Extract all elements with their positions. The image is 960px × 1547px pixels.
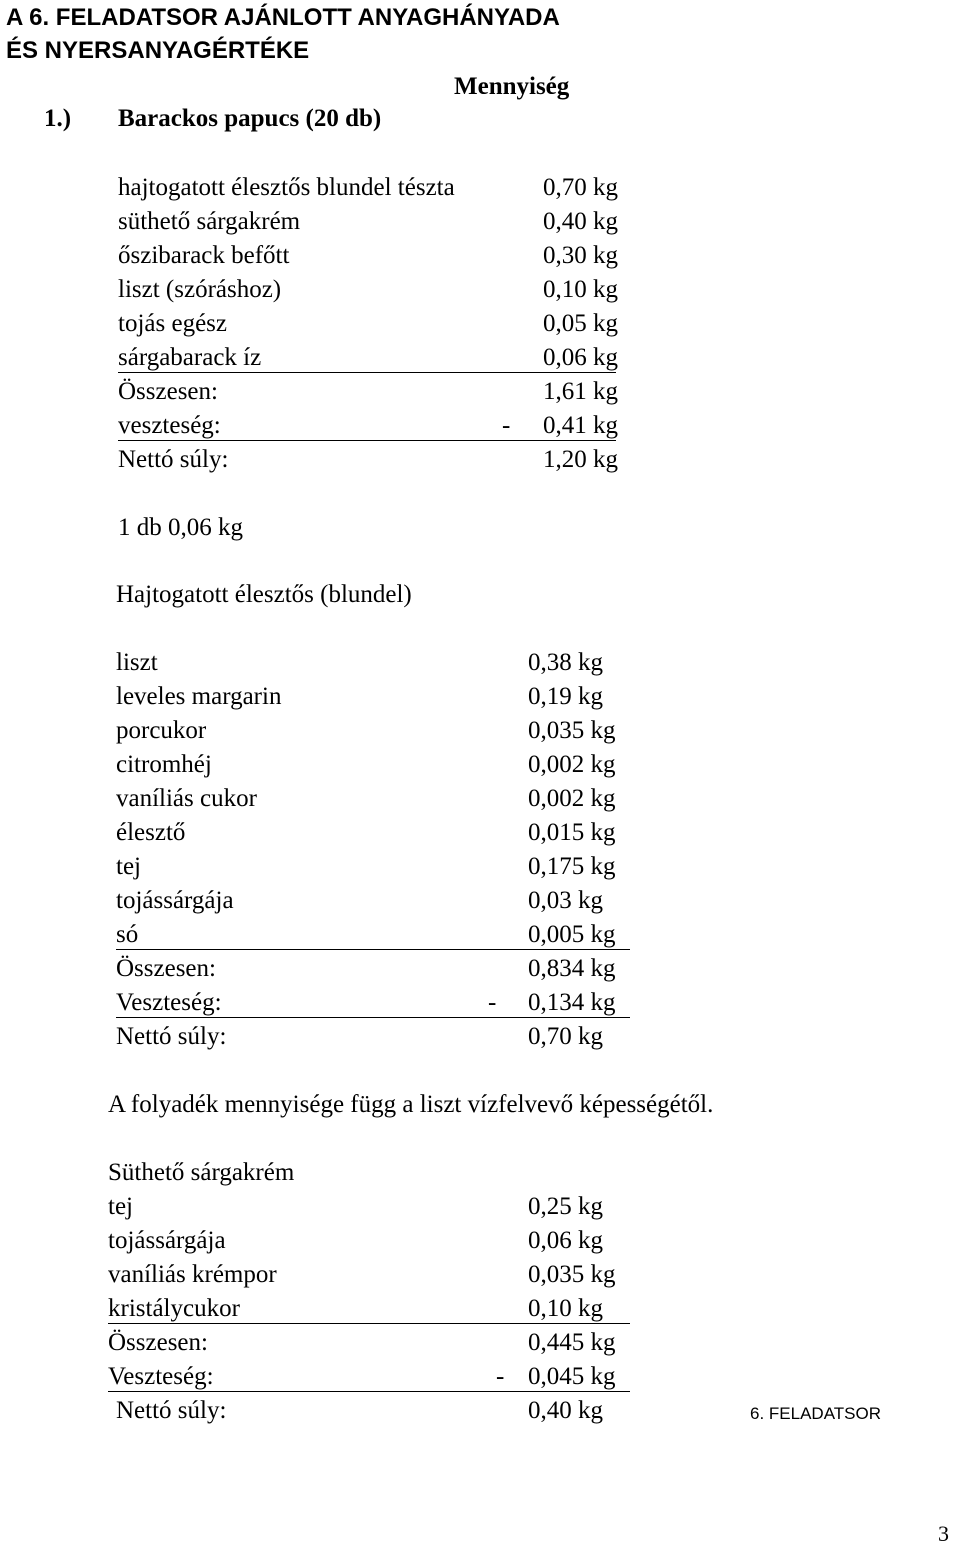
- loss-label: Veszteség:: [116, 989, 222, 1016]
- sum-rule: [108, 1323, 630, 1324]
- ingredient-name: porcukor: [116, 717, 207, 744]
- total-value: 0,445 kg: [528, 1329, 616, 1356]
- total-label: Összesen:: [118, 378, 218, 405]
- ingredient-name: liszt: [116, 649, 158, 676]
- ingredient-name: tojás egész: [118, 310, 227, 337]
- list-item: [116, 750, 630, 780]
- list-item: [116, 716, 630, 746]
- ingredient-name: hajtogatott élesztős blundel tészta: [118, 174, 455, 201]
- ingredient-name: tojássárgája: [108, 1227, 226, 1254]
- ingredient-quantity: 0,002 kg: [528, 751, 616, 778]
- page-number: 3: [938, 1521, 949, 1546]
- minus-sign: -: [502, 412, 511, 439]
- series-tag: 6. FELADATSOR: [750, 1404, 881, 1423]
- ingredient-quantity: 0,002 kg: [528, 785, 616, 812]
- loss-value: 0,41 kg: [543, 412, 618, 439]
- list-item: [108, 1226, 630, 1256]
- recipe-title: Barackos papucs (20 db): [118, 105, 382, 132]
- ingredient-quantity: 0,10 kg: [528, 1295, 603, 1322]
- list-item: [118, 309, 618, 339]
- ingredient-name: vaníliás cukor: [116, 785, 257, 812]
- net-value: 1,20 kg: [543, 446, 618, 473]
- ingredient-name: tojássárgája: [116, 887, 234, 914]
- net-row: [116, 1022, 630, 1052]
- list-item: [116, 682, 630, 712]
- ingredient-quantity: 0,015 kg: [528, 819, 616, 846]
- ingredient-name: süthető sárgakrém: [118, 208, 301, 235]
- ingredient-quantity: 0,05 kg: [543, 310, 618, 337]
- loss-row: [108, 1362, 630, 1392]
- list-item: [108, 1192, 630, 1222]
- net-rule: [116, 1017, 630, 1018]
- ingredient-quantity: 0,25 kg: [528, 1193, 603, 1220]
- total-label: Összesen:: [108, 1329, 208, 1356]
- section-title-blundel: Hajtogatott élesztős (blundel): [116, 581, 412, 608]
- total-value: 0,834 kg: [528, 955, 616, 982]
- ingredient-quantity: 0,035 kg: [528, 1261, 616, 1288]
- total-row: [116, 954, 630, 984]
- sum-rule: [116, 949, 630, 950]
- ingredient-quantity: 0,03 kg: [528, 887, 603, 914]
- ingredient-name: vaníliás krémpor: [108, 1261, 277, 1288]
- list-item: [118, 173, 618, 203]
- ingredient-quantity: 0,10 kg: [543, 276, 618, 303]
- ingredient-name: leveles margarin: [116, 683, 282, 710]
- total-row: [118, 377, 618, 407]
- minus-sign: -: [488, 989, 497, 1016]
- total-row: [108, 1328, 630, 1358]
- net-label: Nettó súly:: [116, 1023, 227, 1050]
- ingredient-quantity: 0,40 kg: [543, 208, 618, 235]
- net-label: Nettó súly:: [116, 1397, 227, 1424]
- quantity-column-header: Mennyiség: [454, 73, 570, 100]
- ingredient-name: só: [116, 921, 139, 948]
- ingredient-quantity: 0,38 kg: [528, 649, 603, 676]
- loss-value: 0,045 kg: [528, 1363, 616, 1390]
- list-item: [116, 886, 630, 916]
- loss-row: [116, 988, 630, 1018]
- loss-label: Veszteség:: [108, 1363, 214, 1390]
- list-item: [118, 207, 618, 237]
- net-label: Nettó súly:: [118, 446, 229, 473]
- ingredient-name: liszt (szóráshoz): [118, 276, 282, 303]
- ingredient-name: tej: [116, 853, 141, 880]
- ingredient-name: sárgabarack íz: [118, 344, 262, 371]
- loss-row: [118, 411, 618, 441]
- ingredient-quantity: 0,005 kg: [528, 921, 616, 948]
- net-rule: [108, 1391, 630, 1392]
- ingredient-name: őszibarack befőtt: [118, 242, 290, 269]
- list-item: [116, 852, 630, 882]
- sum-rule: [118, 372, 616, 373]
- ingredient-quantity: 0,175 kg: [528, 853, 616, 880]
- list-item: [108, 1260, 630, 1290]
- ingredient-name: citromhéj: [116, 751, 212, 778]
- total-label: Összesen:: [116, 955, 216, 982]
- ingredient-quantity: 0,70 kg: [543, 174, 618, 201]
- per-piece-weight: 1 db 0,06 kg: [118, 514, 243, 541]
- liquid-note: A folyadék mennyisége függ a liszt vízfelvevő képességétől.: [108, 1091, 714, 1118]
- net-value: 0,40 kg: [528, 1397, 603, 1424]
- ingredient-name: kristálycukor: [108, 1295, 240, 1322]
- list-item: [118, 343, 618, 373]
- net-rule: [118, 440, 616, 441]
- list-item: [116, 818, 630, 848]
- recipe-number: 1.): [44, 105, 72, 132]
- ingredient-quantity: 0,19 kg: [528, 683, 603, 710]
- ingredient-quantity: 0,30 kg: [543, 242, 618, 269]
- ingredient-quantity: 0,06 kg: [543, 344, 618, 371]
- loss-label: veszteség:: [118, 412, 221, 439]
- list-item: [116, 648, 630, 678]
- net-value: 0,70 kg: [528, 1023, 603, 1050]
- list-item: [118, 275, 618, 305]
- ingredient-name: élesztő: [116, 819, 186, 846]
- total-value: 1,61 kg: [543, 378, 618, 405]
- list-item: [116, 784, 630, 814]
- loss-value: 0,134 kg: [528, 989, 616, 1016]
- ingredient-quantity: 0,06 kg: [528, 1227, 603, 1254]
- document-title-line-1: A 6. FELADATSOR AJÁNLOTT ANYAGHÁNYADA: [6, 4, 560, 31]
- list-item: [118, 241, 618, 271]
- document-title-line-2: ÉS NYERSANYAGÉRTÉKE: [6, 37, 310, 64]
- list-item: [116, 920, 630, 950]
- ingredient-name: tej: [108, 1193, 133, 1220]
- section-title-cream: Süthető sárgakrém: [108, 1159, 295, 1186]
- net-row: [118, 445, 618, 475]
- net-row: [116, 1396, 630, 1426]
- list-item: [108, 1294, 630, 1324]
- ingredient-quantity: 0,035 kg: [528, 717, 616, 744]
- minus-sign: -: [496, 1363, 505, 1390]
